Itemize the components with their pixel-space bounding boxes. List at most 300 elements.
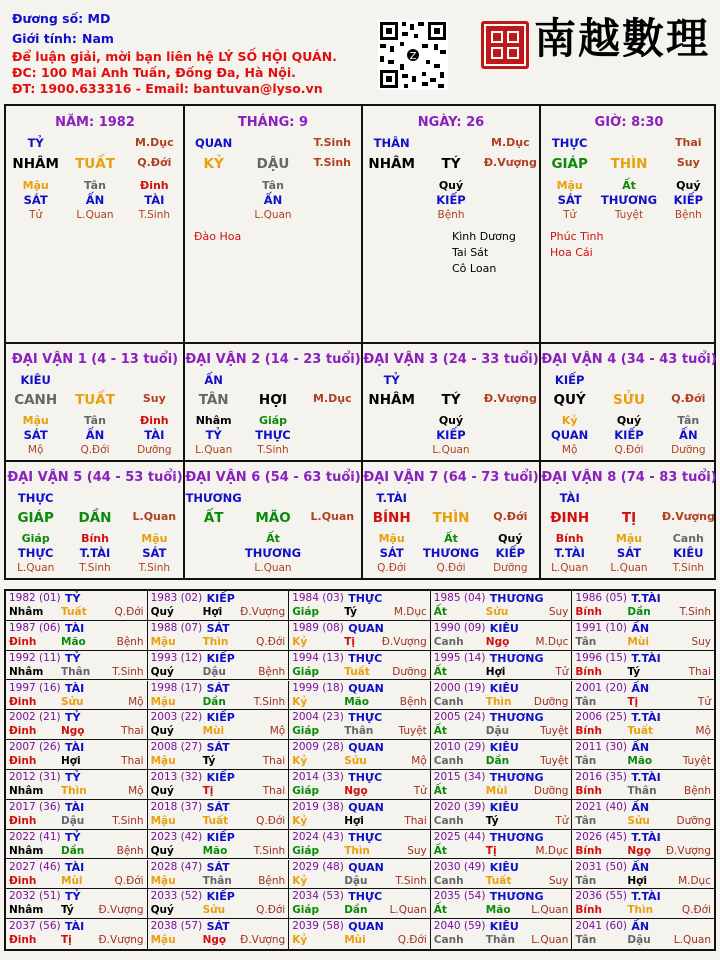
luck-hidden-stem: Mậu (141, 532, 168, 545)
year-branch: Mùi (202, 725, 225, 738)
year-line-2 (434, 725, 569, 739)
year-stem: Kỷ (292, 695, 308, 708)
luck-hidden-stem-row (540, 414, 718, 427)
year-god: KIÊU (489, 860, 519, 874)
year-line-1 (434, 831, 569, 845)
year-stem: Ất (433, 844, 447, 857)
year-label: 2014 (33) (292, 771, 344, 783)
year-label: 1992 (11) (9, 651, 61, 664)
year-branch: Tý (485, 814, 499, 827)
year-label: 2034 (53) (292, 890, 344, 903)
pillar-note: Cô Loan (452, 262, 497, 275)
luck-hidden-god: QUAN (551, 428, 589, 442)
year-line-1 (434, 741, 569, 755)
spacer (599, 373, 658, 387)
year-cell (431, 860, 573, 890)
year-line-1 (151, 801, 286, 815)
luck-hidden-stem: Kỷ (561, 414, 578, 427)
year-stage: L.Quan (389, 904, 427, 917)
luck-hidden-god (184, 546, 243, 560)
year-branch: Dần (61, 844, 85, 857)
stem-branch-row (184, 156, 362, 172)
year-cell (148, 681, 290, 711)
pillar-stem: GIÁP (551, 156, 588, 172)
luck-hidden-god: TỶ (205, 428, 222, 442)
year-branch: Tuất (202, 814, 229, 827)
year-cell (289, 651, 431, 681)
year-stage: T.Sinh (112, 665, 144, 678)
year-line-1 (292, 920, 427, 934)
year-cell (148, 710, 290, 740)
year-branch: Tuất (344, 665, 370, 678)
luck-hidden-stem (303, 532, 362, 545)
year-stage: Thai (404, 814, 427, 827)
luck-god: KIẾP (554, 373, 585, 387)
year-stem: Đinh (9, 814, 37, 827)
year-line-1 (575, 741, 711, 755)
year-branch: Sửu (485, 606, 509, 618)
year-god: TÀI (65, 860, 85, 874)
year-god: TỶ (65, 711, 81, 725)
year-line-1 (434, 801, 569, 815)
year-cell (431, 830, 573, 860)
year-line-2 (292, 636, 427, 650)
luck-title: ĐẠI VẬN 3 (24 - 33 tuổi) (363, 352, 539, 367)
year-cell (431, 889, 573, 919)
year-stem: Tân (575, 635, 597, 648)
year-cell (572, 800, 714, 830)
luck-branch-stage: Q.Đới (671, 392, 706, 405)
year-god: KIẾP (206, 890, 235, 904)
year-label: 2024 (43) (292, 830, 344, 843)
year-line-2 (151, 875, 286, 889)
year-branch: Mão (627, 755, 653, 768)
year-line-2 (434, 815, 569, 829)
year-cell (6, 651, 148, 681)
contact-line: Để luận giải, mời bạn liên hệ LÝ SỐ HỘI QUÁN. (12, 49, 337, 64)
year-stage: Q.Đới (114, 874, 144, 887)
year-cell (572, 740, 714, 770)
luck-god: TỶ (383, 373, 400, 387)
year-line-2 (434, 934, 569, 948)
year-line-2 (575, 815, 711, 829)
year-branch: Dần (485, 755, 510, 768)
year-stem: Quý (150, 606, 174, 618)
year-label: 2008 (27) (150, 741, 203, 754)
year-branch: Tý (344, 606, 357, 618)
year-label: 2028 (47) (150, 860, 203, 873)
year-stage: Bệnh (399, 695, 427, 708)
luck-hidden-stem-row (362, 414, 540, 427)
luck-hidden-stage: Q.Đới (377, 562, 407, 574)
year-god: ẤN (631, 800, 650, 814)
year-god: SÁT (206, 860, 230, 874)
year-cell (289, 621, 431, 651)
pillar-stem: KỶ (203, 156, 224, 172)
year-label: 2030 (49) (433, 860, 486, 873)
luck-hidden-stem: Tân (677, 414, 700, 427)
year-stem: Ất (433, 606, 447, 618)
year-god: KIÊU (489, 920, 519, 934)
luck-hidden-stage: Q.Đới (436, 562, 466, 574)
code-label: Đương số: MD (12, 11, 111, 26)
year-line-2 (9, 696, 144, 710)
year-cell (572, 770, 714, 800)
address-line: ĐC: 100 Mai Anh Tuấn, Đống Đa, Hà Nội. (12, 65, 296, 80)
pillar-god: THÂN (373, 136, 410, 150)
year-label: 2031 (50) (575, 860, 628, 873)
luck-hidden-stage: Q.Đới (80, 444, 110, 456)
year-line-2 (292, 845, 427, 859)
hidden-god-row (184, 193, 362, 207)
pillar-god: THỰC (551, 136, 588, 150)
luck-hidden-god: T.TÀI (554, 546, 585, 560)
year-stage: Mộ (128, 695, 144, 708)
year-stage: L.Quan (531, 904, 569, 917)
year-line-1 (575, 771, 711, 785)
luck-hidden-stage-row (362, 444, 540, 456)
year-stage: Tử (555, 814, 569, 827)
year-stage: Bệnh (116, 844, 144, 857)
year-branch: Tý (202, 755, 216, 768)
pillar-branch: THÌN (610, 156, 648, 172)
year-cell (431, 710, 573, 740)
hidden-stem: Quý (438, 179, 464, 192)
year-label: 1985 (04) (433, 592, 486, 604)
year-line-1 (292, 652, 427, 666)
luck-hidden-stage-row (540, 562, 718, 574)
year-line-2 (9, 934, 144, 948)
year-god: THƯƠNG (489, 890, 544, 904)
year-stem: Giáp (292, 665, 320, 678)
luck-hidden-stage: L.Quan (551, 562, 589, 574)
year-line-2 (434, 696, 569, 710)
luck-hidden-god: SÁT (379, 546, 404, 560)
year-label: 2035 (54) (433, 890, 486, 903)
year-god: THƯƠNG (489, 651, 544, 665)
year-cell (431, 651, 573, 681)
year-stage: T.Sinh (395, 874, 427, 887)
luck-branch: TÝ (441, 392, 461, 408)
year-stem: Mậu (150, 874, 176, 887)
year-stem: Mậu (150, 635, 176, 648)
year-god: KIÊU (489, 621, 519, 635)
pillar-branch: TÝ (441, 156, 461, 172)
luck-stem: BÍNH (372, 510, 411, 526)
year-branch: Dần (627, 606, 651, 618)
qr-code-icon (378, 20, 448, 90)
year-stem: Bính (575, 725, 602, 738)
luck-stem: ẤT (203, 510, 224, 526)
year-god: TÀI (65, 920, 85, 934)
year-line-1 (292, 831, 427, 845)
year-god: ẤN (631, 621, 650, 635)
year-stem: Bính (575, 844, 602, 857)
year-line-2 (151, 934, 286, 948)
luck-hidden-stem (303, 414, 362, 427)
year-branch: Ngọ (344, 785, 368, 797)
year-label: 1996 (15) (575, 651, 628, 664)
luck-branch: HỢI (258, 392, 288, 408)
year-branch: Hợi (485, 665, 506, 678)
chart-grid (4, 104, 716, 580)
year-line-2 (9, 666, 144, 680)
year-god: TỶ (65, 890, 81, 904)
year-stage: Q.Đới (114, 606, 144, 618)
luck-hidden-god: KIẾP (614, 428, 644, 442)
year-line-1 (151, 831, 286, 845)
year-cell (431, 919, 573, 949)
year-stage: Đ.Vượng (240, 934, 286, 947)
year-line-1 (292, 592, 427, 606)
year-cell (289, 710, 431, 740)
spacer (481, 491, 540, 505)
luck-branch: TUẤT (75, 392, 115, 408)
year-stage: Mộ (128, 785, 144, 797)
luck-hidden-stage: T.Sinh (79, 562, 111, 574)
year-god: KIẾP (206, 830, 235, 844)
year-line-1 (434, 652, 569, 666)
year-label: 2001 (20) (575, 681, 628, 694)
hidden-god (481, 193, 540, 207)
year-cell (148, 591, 290, 621)
luck-stem-branch-row (540, 510, 718, 526)
hidden-god-row (362, 193, 540, 207)
year-branch: Dậu (485, 725, 510, 738)
year-label: 2013 (32) (150, 771, 203, 783)
year-stage: M.Dục (535, 635, 569, 648)
year-stage: Đ.Vượng (665, 844, 711, 857)
year-cell (148, 919, 290, 949)
year-line-2 (151, 666, 286, 680)
year-label: 2023 (42) (150, 830, 203, 843)
year-cell (148, 621, 290, 651)
hidden-stage (303, 209, 362, 221)
hidden-stem: Mậu (22, 179, 49, 192)
year-god: QUAN (348, 920, 384, 934)
luck-hidden-stage: T.Sinh (672, 562, 705, 574)
year-line-2 (434, 904, 569, 918)
year-line-2 (434, 755, 569, 769)
year-cell (289, 830, 431, 860)
year-stem: Quý (150, 785, 174, 797)
spacer (65, 373, 124, 387)
pillar-spacer (65, 136, 124, 150)
hidden-stem-row (6, 179, 184, 192)
luck-stem-branch-row (6, 510, 184, 526)
year-label: 2016 (35) (575, 771, 628, 783)
year-label: 2015 (34) (433, 771, 486, 783)
luck-hidden-stage: Dưỡng (137, 444, 172, 456)
year-branch: Ngọ (61, 725, 85, 738)
luck-hidden-stem: Mậu (615, 532, 643, 545)
year-stem: Quý (150, 904, 174, 917)
luck-hidden-stage-row (6, 562, 184, 574)
year-stage: Dưỡng (533, 695, 569, 708)
year-branch: Ngọ (627, 844, 651, 857)
luck-hidden-stage (184, 562, 243, 574)
year-line-2 (434, 606, 569, 620)
luck-stem: GIÁP (17, 510, 54, 526)
pillar-title: NĂM: 1982 (55, 115, 135, 130)
year-branch: Ngọ (202, 934, 227, 947)
year-stage: Q.Đới (681, 904, 711, 917)
year-stage: M.Dục (393, 606, 427, 618)
year-branch: Mùi (61, 874, 83, 887)
year-stem: Đinh (9, 725, 37, 738)
luck-hidden-stem: Quý (498, 532, 523, 545)
year-stem: Bính (575, 785, 602, 797)
year-stem: Ất (433, 785, 447, 797)
luck-branch-stage: Suy (142, 392, 166, 405)
year-line-1 (9, 592, 144, 606)
year-god: THỰC (348, 592, 383, 605)
year-label: 1990 (09) (433, 621, 486, 634)
year-stage: Dưỡng (533, 785, 569, 797)
hidden-stage (362, 209, 421, 221)
luck-branch: THÌN (432, 510, 470, 526)
luck-hidden-god: SÁT (616, 546, 642, 560)
year-stem: Nhâm (9, 904, 44, 917)
god-row (6, 136, 184, 150)
year-stem: Giáp (292, 606, 320, 618)
luck-hidden-god-row (184, 428, 362, 442)
year-cell (431, 621, 573, 651)
year-god: KIẾP (206, 592, 235, 605)
year-label: 1988 (07) (150, 621, 203, 634)
luck-pillar-box (184, 462, 362, 578)
luck-pillar-box (6, 462, 184, 578)
year-line-1 (292, 801, 427, 815)
year-stem: Giáp (292, 785, 320, 797)
year-label: 1986 (05) (575, 592, 628, 604)
luck-hidden-god-row (362, 546, 540, 560)
luck-stem-branch-row (362, 510, 540, 526)
year-god: THƯƠNG (489, 592, 544, 605)
year-line-1 (292, 861, 427, 875)
year-line-1 (9, 741, 144, 755)
year-god: KIÊU (489, 800, 519, 814)
luck-hidden-stage-row (540, 444, 718, 456)
year-branch: Sửu (627, 814, 650, 827)
hidden-god: TÀI (144, 193, 165, 207)
hidden-stem-row (362, 179, 540, 192)
stem-branch-row (540, 156, 718, 172)
luck-branch: DẦN (78, 510, 112, 526)
year-label: 2010 (29) (433, 741, 486, 754)
hidden-god: SÁT (23, 193, 48, 207)
luck-stem: NHÂM (368, 392, 415, 408)
year-line-2 (151, 845, 286, 859)
year-stage: Bệnh (258, 874, 286, 887)
luck-hidden-stage (303, 444, 362, 456)
year-god: TÀI (65, 741, 85, 755)
year-label: 2040 (59) (433, 920, 486, 933)
year-cell (148, 860, 290, 890)
god-row (184, 136, 362, 150)
luck-branch: MÃO (255, 510, 291, 526)
pillar-note: Tai Sát (452, 246, 489, 259)
year-line-1 (575, 920, 711, 934)
year-cell (572, 919, 714, 949)
phone-line: ĐT: 1900.633316 - Email: bantuvan@lyso.vn (12, 81, 323, 96)
year-god: THỰC (348, 711, 383, 725)
year-stage: L.Quan (673, 934, 711, 947)
year-stem: Kỷ (292, 635, 308, 648)
luck-title: ĐẠI VẬN 2 (14 - 23 tuổi) (185, 352, 361, 367)
pillar-title: NGÀY: 26 (417, 115, 485, 130)
luck-hidden-god: SÁT (142, 546, 167, 560)
luck-hidden-stage: Mộ (27, 444, 44, 456)
year-stage: Q.Đới (397, 934, 427, 947)
luck-god-row (184, 373, 362, 387)
year-cell (289, 919, 431, 949)
luck-hidden-god-row (540, 428, 718, 442)
year-line-2 (9, 606, 144, 620)
year-god: QUAN (348, 860, 384, 874)
year-label: 2032 (51) (9, 890, 61, 903)
year-branch: Sửu (344, 755, 367, 768)
year-branch: Mão (202, 844, 228, 857)
spacer (599, 491, 658, 505)
year-label: 2038 (57) (150, 920, 203, 933)
pillar-title: THÁNG: 9 (237, 115, 309, 130)
year-branch: Tị (202, 785, 214, 797)
luck-hidden-stage (481, 444, 540, 456)
year-stage: Tuyệt (398, 725, 427, 738)
year-label: 2002 (21) (9, 711, 61, 724)
luck-hidden-stem: Bính (81, 532, 109, 545)
luck-hidden-stem: Giáp (21, 532, 50, 545)
hidden-stage: L.Quan (76, 209, 114, 221)
luck-hidden-stem (481, 414, 540, 427)
year-line-2 (292, 755, 427, 769)
pillar-god-stage: T.Sinh (313, 136, 351, 149)
luck-hidden-stem-row (362, 532, 540, 545)
year-cell (431, 740, 573, 770)
luck-hidden-stem: Ất (266, 532, 280, 545)
year-line-2 (292, 815, 427, 829)
year-god: QUAN (348, 681, 384, 695)
year-label: 2006 (25) (575, 711, 628, 724)
year-cell (6, 770, 148, 800)
year-stage: Mộ (411, 755, 427, 768)
year-stage: Tử (555, 665, 569, 678)
year-line-2 (151, 636, 286, 650)
year-label: 1983 (02) (150, 592, 203, 604)
gender-value: Nam (82, 31, 114, 46)
luck-pillar-box (6, 344, 184, 460)
year-cell (148, 770, 290, 800)
pillar-note: Hoa Cái (550, 246, 593, 259)
year-stem: Giáp (292, 844, 320, 857)
year-line-2 (292, 696, 427, 710)
hidden-stage: T.Sinh (138, 209, 171, 221)
year-line-2 (434, 785, 569, 799)
year-cell (289, 740, 431, 770)
year-stem: Kỷ (292, 934, 308, 947)
luck-stem: QUÝ (553, 392, 586, 408)
year-line-2 (292, 606, 427, 620)
year-god: TÀI (65, 681, 85, 695)
year-line-2 (151, 606, 286, 620)
spacer (659, 491, 718, 505)
spacer (659, 373, 718, 387)
year-line-1 (151, 682, 286, 696)
year-line-1 (434, 592, 569, 606)
year-god: QUAN (348, 621, 384, 635)
year-branch: Mùi (627, 635, 649, 648)
